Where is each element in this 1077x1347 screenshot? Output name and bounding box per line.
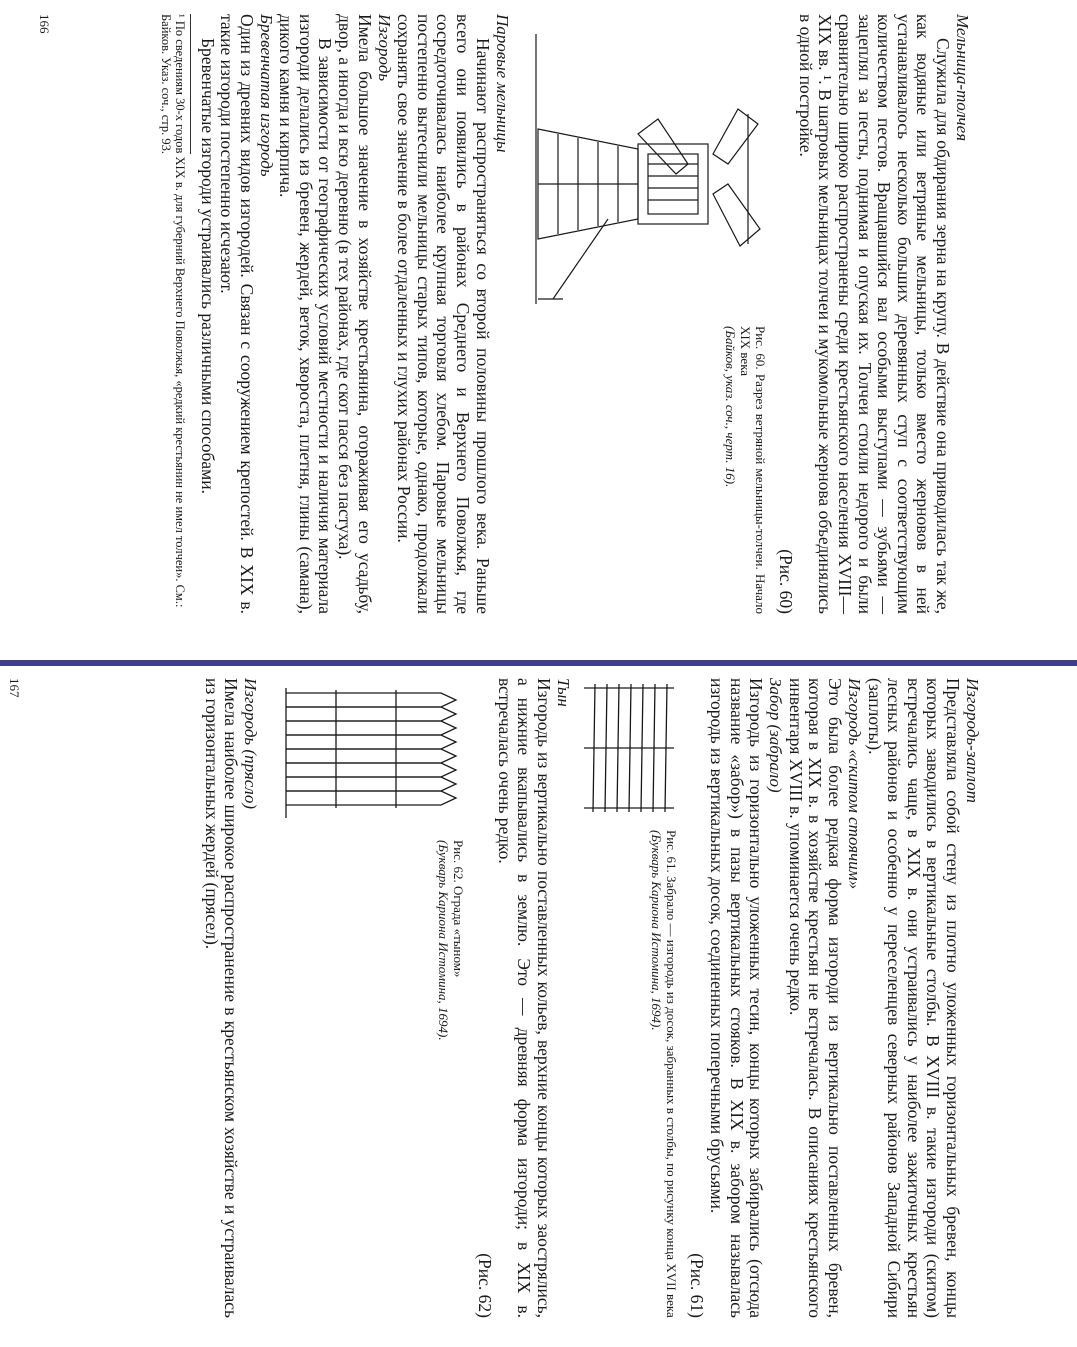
figure-61-caption (649, 818, 679, 1318)
figure-62-caption (437, 828, 467, 1041)
windmill-section-drawing (518, 14, 768, 314)
figure-62-reference: (Рис. 62) (475, 1253, 496, 1318)
figure-60-source: (Байков, указ. соч., черт. 16). (722, 326, 738, 488)
figure-62-caption-text: Рис. 62. Ограда «тыном» (451, 840, 467, 978)
paragraph-brevenchataya-2: Бревенчатые изгороди устраивались различными способами. (197, 38, 218, 494)
heading-skitom-stoyachim: Изгородь «скитом стоячим» (845, 678, 865, 890)
paragraph-parovye: Начинают распространяться со второй половины прошлого века. Раньше всего они появились в районах Среднего и Верхнего Поволжья, где сосредоточивалась наиболее крупная торговля хлебом. Паровые мельницы постепенно вытеснили мельницы старых типов, которые, однако, продолжали сохранять свое значение в более отдаленных и глухих районах России. (394, 14, 493, 614)
page-number-166: 166 (37, 14, 52, 34)
paragraph-zabor: Изгородь из горизонтально уложенных тесин, концы которых забирались (отсюда название «забор») в пазы вертикальных стояков. В XIX в. забором называлась изгородь из вертикальных досок, соединенных поперечными брусьями. (707, 678, 767, 1318)
page-167 (0, 668, 1077, 1347)
zabralo-fence-drawing (579, 678, 679, 818)
paragraph-izgorod-2: В зависимости от географических условий местности и наличия материала изгороди делались из бревен, жердей, веток, хвороста, плетня, глины (самана), дикого камня и кирпича. (276, 14, 336, 614)
figure-62-source: (Букварь Кариона Истомина, 1694). (436, 840, 452, 1041)
heading-pryaslo: Изгородь (прясло) (241, 678, 261, 810)
heading-izgorod: Изгородь (374, 14, 394, 82)
paragraph-skitom: Это была более редкая форма изгороди из вертикально поставленных бревен, которая в XIX в. в хозяйстве крестьян не встречалась. В описаниях крестьянского инвентаря XVIII в. упоминается очень редко. (785, 678, 846, 1318)
tyn-palisade-drawing (267, 678, 467, 828)
paragraph-izgorod-1: Имела большое значение в хозяйстве крестьянина, огораживая его усадьбу, двор, а иногда и всю деревню (в тех районах, где скот пасся без пастуха). (335, 14, 375, 614)
heading-zabor: Забор (забрало) (766, 678, 786, 793)
heading-melnitsa-tolcheya: Мельница-толчея (953, 14, 972, 142)
figure-60-reference: (Рис. 60) (776, 549, 797, 614)
paragraph-tyn: Изгородь из вертикально поставленных кольев, верхние концы которых заострялись, а нижние вкапывались в землю. Это — древняя форма изгороди; в XIX в. встречалась очень редко. (494, 678, 554, 1318)
paragraph-tolcheya: Служила для обдирания зерна на крупу. В действие она приводилась так же, как водяные или ветряные мельницы, только вместо жерновов в ней устанавливалось несколько больших деревянных ступ с соответствующим количеством пестов. Вращавшийся вал особыми выступами — зубьями — зацеплял за песты, поднимая и опуская их. Толчеи стоили недорого и были сравнительно широко распространены среди крестьянского населения XVIII—XIX вв. ¹. В шатровых мельницах толчеи и мукомольные жернова объединялись в одной постройке. (795, 14, 953, 614)
heading-brevenchataya: Бревенчатая изгородь (256, 14, 276, 177)
page-167-column (7, 678, 982, 1318)
page-166 (0, 0, 1077, 660)
figure-60-caption-text: Рис. 60. Разрез ветряной мельницы-толчеи. Начало XIX века (737, 326, 768, 614)
paragraph-brevenchataya-1: Один из древних видов изгородей. Связан с сооружением крепостей. В XIX в. такие изгороди постепенно исчезают. (217, 14, 257, 614)
page-number-167: 167 (7, 678, 22, 698)
heading-tyn: Тын (553, 678, 573, 707)
paragraph-zaplot: Представляла собой стену из плотно уложенных горизонтальных бревен, концы которых заводились в вертикальные столбы. В XVIII в. такие изгороди (скитом) встречались чаще, в XIX в. они устраивались у наиболее зажиточных крестьян лесных районов и особенно у переселенцев северных районов Западной Сибири (заплоты). (864, 678, 963, 1318)
figure-61-source: (Букварь Кариона Истомина, 1694). (648, 830, 664, 1031)
figure-61-reference: (Рис. 61) (687, 1253, 708, 1318)
page-167-text-frame (7, 678, 982, 1318)
heading-parovye-melnitsy: Паровые мельницы (492, 14, 512, 153)
figure-60-caption (723, 314, 768, 614)
footnote-rule (190, 14, 191, 154)
heading-izgorod-zaplot: Изгородь-заплот (963, 678, 982, 803)
page-166-column (37, 14, 972, 614)
figure-61-caption-text: Рис. 61. Забрало — изгородь из досок, забранных в столбы, по рисунку конца XVII века (663, 830, 679, 1318)
footnote-1: ¹ По сведениям 30-х годов XIX в. для губерний Верхнего Поволжья, «редкий крестьянин не имел толчеи». См.: Байков. Указ. соч., стр. 93. (158, 14, 187, 608)
page-166-text-frame (37, 14, 972, 614)
figure-62 (267, 678, 467, 1318)
page-divider (0, 660, 1077, 666)
paragraph-pryaslo: Имела наиболее широкое распространение в крестьянском хозяйстве и устраивалась из горизонтальных жердей (прясел). (201, 678, 242, 1318)
figure-61 (579, 678, 679, 1318)
figure-60 (518, 14, 768, 614)
